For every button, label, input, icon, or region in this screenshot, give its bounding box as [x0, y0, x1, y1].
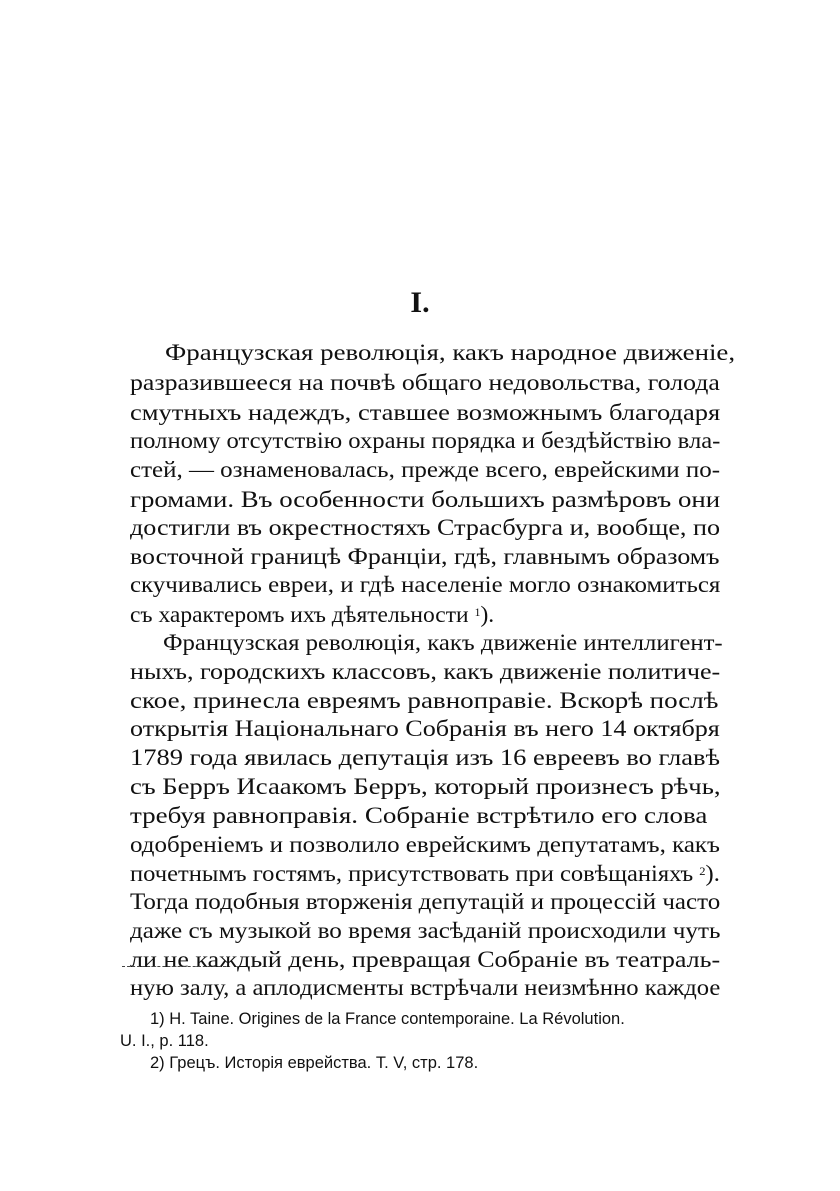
footnote-marker: 1) — [150, 1010, 165, 1028]
footnote-1 — [150, 1008, 625, 1030]
text-line: ское, принесла евреямъ равноправіе. Вскорѣ послѣ — [130, 688, 719, 714]
text-line: ли не каждый день, превращая Собраніе въ театраль- — [130, 947, 721, 973]
text-line: смутныхъ надеждъ, ставшее возможнымъ благодаря — [130, 400, 721, 426]
text-line: одобреніемъ и позволило еврейскимъ депутатамъ, какъ — [130, 832, 720, 858]
text-line: требуя равноправія. Собраніе встрѣтило его слова — [130, 803, 708, 829]
footnote-ref-2: 2 — [699, 864, 706, 878]
footnote-2 — [150, 1052, 478, 1074]
text-line: ныхъ, городскихъ классовъ, какъ движеніе политиче- — [130, 659, 721, 685]
footnote-1-continued: U. I., p. 118. — [120, 1032, 209, 1050]
text-line: достигли въ окрестностяхъ Страсбурга и, вообще, по — [130, 515, 720, 541]
footnote-ref-1: 1 — [474, 605, 481, 619]
text-line-with-footnote-ref — [130, 600, 494, 630]
text-line: почетнымъ гостямъ, присутствовать при совѣщаніяхъ — [130, 861, 694, 887]
footnote-separator — [122, 966, 226, 967]
text-line: восточной границѣ Франціи, гдѣ, главнымъ образомъ — [130, 544, 720, 570]
text-line: разразившееся на почвѣ общаго недовольства, голода — [130, 370, 720, 396]
text-line: полному отсутствію охраны порядка и бездѣйствію вла- — [130, 428, 721, 454]
footnote-text: H. Taine. Origines de la France contemporaine. La Révolution. — [169, 1010, 625, 1028]
chapter-numeral: I. — [410, 286, 430, 319]
text-line: громами. Въ особенности большихъ размѣровъ они — [130, 487, 721, 513]
footnote-text: Грецъ. Исторія еврейства. Т. V, стр. 178. — [169, 1054, 479, 1072]
text-line: открытія Національнаго Собранія въ него 14 октября — [130, 716, 720, 742]
text-line: ную залу, а аплодисменты встрѣчали неизмѣнно каждое — [130, 975, 721, 1001]
text-line: стей, — ознаменовалась, прежде всего, еврейскими по- — [130, 457, 721, 483]
text-line: съ характеромъ ихъ дѣятельности — [130, 602, 469, 628]
text-line: Французская революція, какъ народное движеніе, — [165, 340, 736, 366]
ref-suffix: ). — [705, 861, 720, 887]
footnote-marker: 2) — [150, 1054, 165, 1072]
ref-suffix: ). — [480, 602, 495, 628]
text-line: скучивались евреи, и гдѣ населеніе могло ознакомиться — [130, 572, 721, 598]
text-line: Тогда подобныя вторженія депутацій и процессій часто — [130, 889, 721, 915]
text-line: 1789 года явилась депутація изъ 16 евреевъ во главѣ — [130, 745, 720, 771]
text-line: Французская революція, какъ движеніе интеллигент- — [163, 630, 723, 656]
text-line-with-footnote-ref — [130, 859, 720, 889]
text-line: даже съ музыкой во время засѣданій происходили чуть — [130, 918, 721, 944]
text-line: съ Берръ Исаакомъ Берръ, который произнесъ рѣчь, — [130, 774, 721, 800]
